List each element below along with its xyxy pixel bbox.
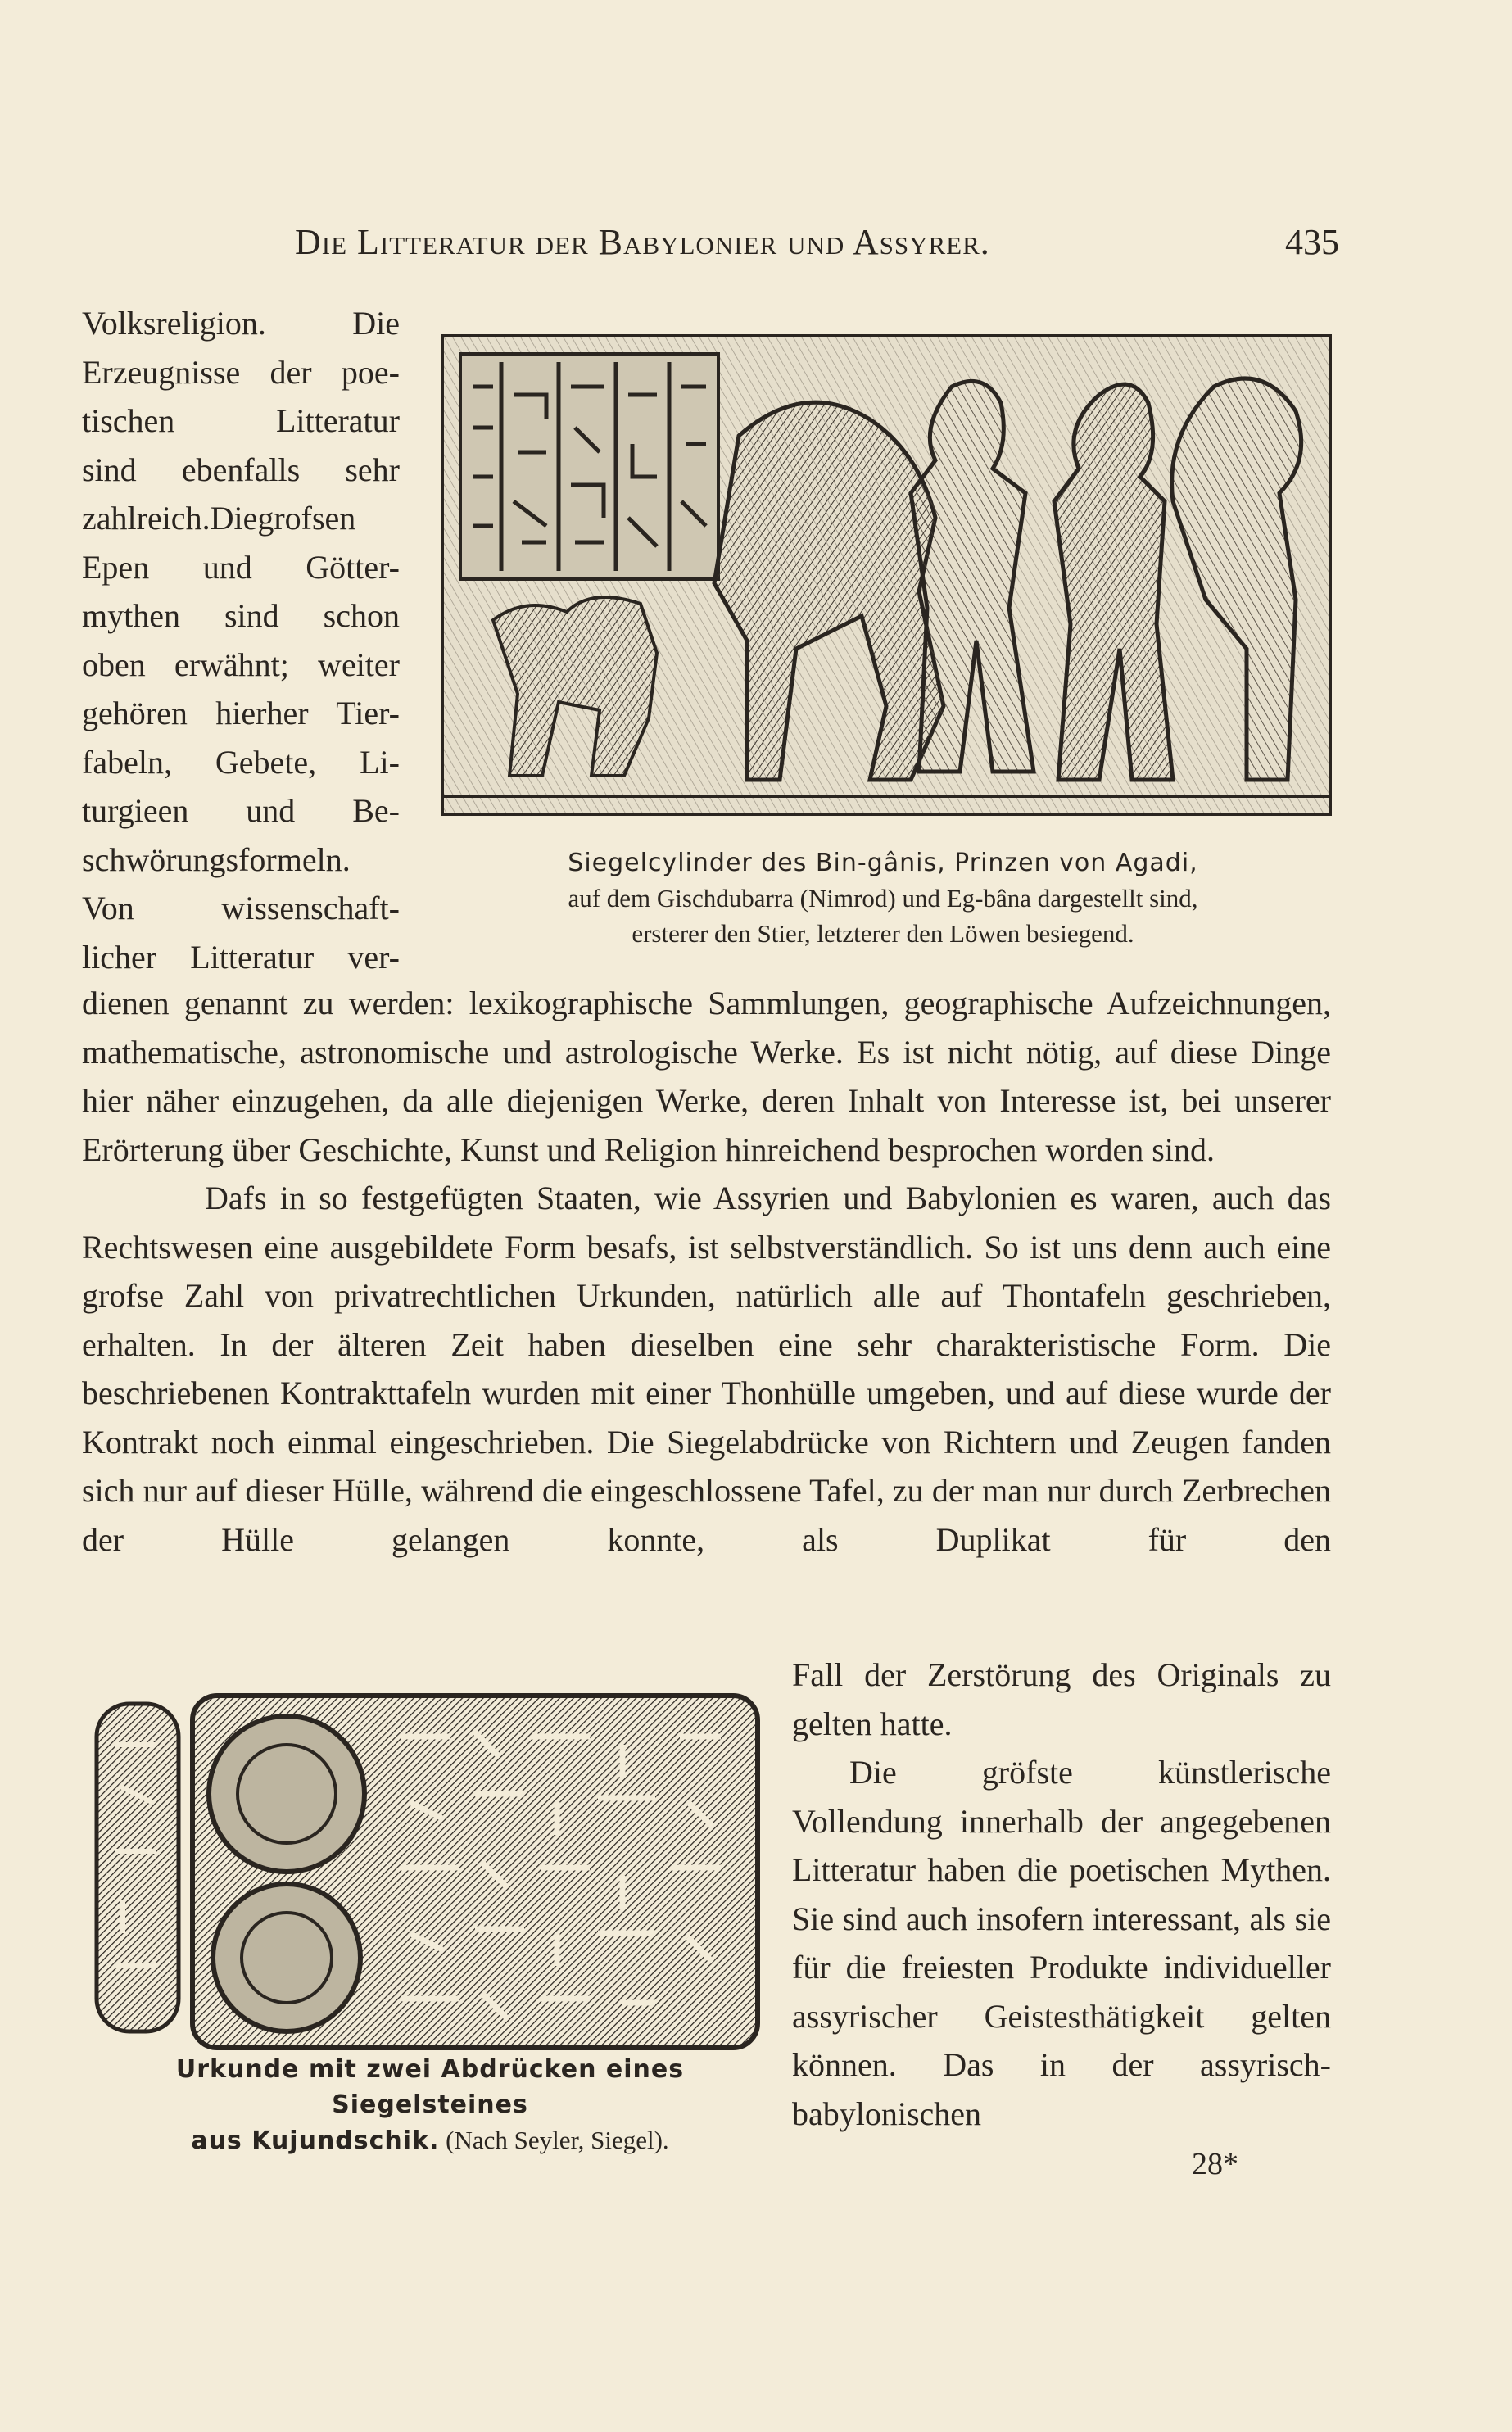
figure1-caption-title: Siegelcylinder des Bin-gânis, Prinzen von Agadi,	[568, 849, 1198, 877]
figure2-caption	[82, 2052, 778, 2158]
seal-cylinder-illustration	[441, 334, 1332, 816]
left-column-text	[82, 299, 400, 981]
figure1-caption-line: auf dem Gischdubarra (Nimrod) und Eg-bâna dargestellt sind,	[568, 884, 1198, 913]
running-title: Die Litteratur der Babylonier und Assyrer.	[295, 222, 990, 262]
left-column-line: sind ebenfalls sehr	[82, 451, 400, 488]
left-column-line: licher Litteratur ver-	[82, 938, 400, 976]
figure2-caption-source: (Nach Seyler, Siegel).	[446, 2126, 669, 2154]
paragraph: Die gröfste künstlerische Vollendung innerhalb der angegebenen Litteratur haben die poetischen Mythen. Sie sind auch insofern interessant, als sie für die freiesten Produkte individueller assyrischer Geistesthätigkeit gelten können. Das in der assyrisch-babylonischen	[792, 1754, 1331, 2132]
paragraph: Dafs in so festgefügten Staaten, wie Assyrien und Babylonien es waren, auch das Rechtswesen eine ausgebildete Form besafs, ist selbstverständlich. So ist uns denn auch eine grofse Zahl von privatrechtlichen Urkunden, natürlich alle auf Thontafeln geschrieben, erhalten. In der älteren Zeit haben dieselben eine sehr charakteristische Form. Die beschriebenen Kontrakttafeln wurden mit einer Thonhülle umgeben, und auf diese wurde der Kontrakt noch einmal eingeschrieben. Die Siegelabdrücke von Richtern und Zeugen fanden sich nur auf dieser Hülle, während die eingeschlossene Tafel, zu der man nur durch Zerbrechen der Hülle gelangen konnte, als Duplikat für den	[82, 1180, 1331, 1558]
left-column-line: zahlreich.Diegrofsen	[82, 500, 356, 537]
paragraph: Fall der Zerstörung des Originals zu gelten hatte.	[792, 1656, 1331, 1742]
seal-cylinder-drawing	[444, 337, 1329, 813]
figure2-caption-location: aus Kujundschik.	[191, 2126, 440, 2155]
figure2-caption-line2	[82, 2122, 778, 2158]
left-column-line: tischen Litteratur	[82, 402, 400, 439]
running-header	[287, 221, 1339, 270]
figure2-caption-title: Urkunde mit zwei Abdrücken eines Siegelsteines	[175, 2055, 685, 2119]
left-column-line: fabeln, Gebete, Li-	[82, 743, 400, 781]
left-column-line: Erzeugnisse der poe-	[82, 353, 400, 391]
main-text	[82, 979, 1331, 1564]
left-column-line: mythen sind schon	[82, 597, 400, 634]
paragraph: dienen genannt zu werden: lexikographische Sammlungen, geographische Aufzeichnungen, mathematische, astronomische und astrologische Werke. Es ist nicht nötig, auf diese Dinge hier näher einzugehen, da alle diejenigen Werke, deren Inhalt von Interesse ist, bei unserer Erörterung über Geschichte, Kunst und Religion hinreichend besprochen worden sind.	[82, 985, 1331, 1168]
left-column-line: gehören hierher Tier-	[82, 695, 400, 731]
left-column-line: turgieen und Be-	[82, 792, 400, 829]
left-column-line: schwörungsformeln.	[82, 840, 351, 878]
clay-tablet-drawing	[90, 1687, 762, 2060]
figure1-caption-line: ersterer den Stier, letzterer den Löwen besiegend.	[632, 919, 1134, 948]
left-column-line: Epen und Götter-	[82, 548, 400, 586]
page-number: 435	[1285, 222, 1339, 262]
left-column-line: Volksreligion. Die	[82, 305, 400, 342]
clay-tablet-illustration	[90, 1687, 762, 2060]
signature-mark: 28*	[1192, 2147, 1238, 2181]
left-column-line: Von wissenschaft-	[82, 890, 400, 926]
left-column-line: oben erwähnt; weiter	[82, 645, 400, 683]
figure1-caption	[441, 845, 1325, 951]
right-column-text	[792, 1651, 1331, 2138]
